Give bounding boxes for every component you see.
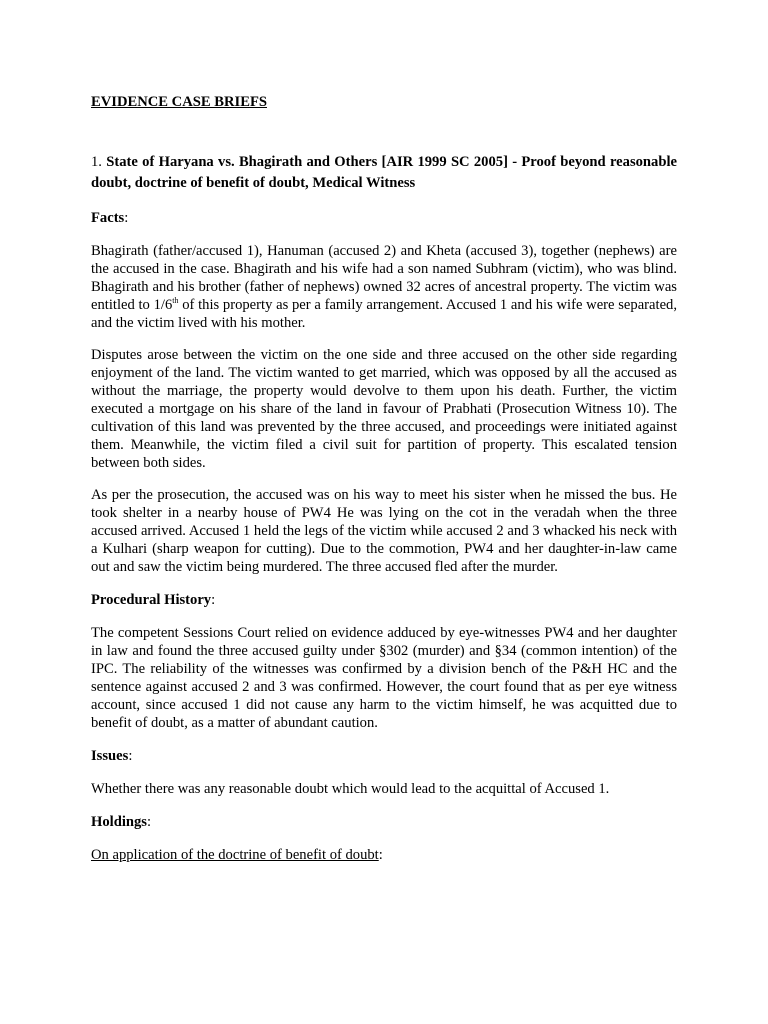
holdings-subheading — [91, 846, 677, 864]
case-number: 1. — [91, 154, 102, 170]
holdings-subheading-text: On application of the doctrine of benefit of doubt — [91, 847, 379, 863]
issues-paragraph: Whether there was any reasonable doubt which would lead to the acquittal of Accused 1. — [91, 781, 610, 797]
facts-para1-text: Bhagirath (father/accused 1), Hanuman (accused 2) and Kheta (accused 3), together (nephews) are the accused in the case. Bhagirath and his wife had a son named Subhram (victim), who was blind. Bhagirath and his brother (father of nephews) owned 32 acres of ancestral property. The victim was entitled to 1/6 — [91, 243, 677, 313]
ordinal-superscript: th — [172, 296, 179, 305]
document-title: EVIDENCE CASE BRIEFS — [91, 94, 267, 110]
issues-heading-text: Issues — [91, 748, 129, 764]
procedural-history-heading — [91, 590, 677, 610]
procedural-history-heading-colon: : — [211, 592, 216, 608]
document-page — [91, 92, 677, 864]
holdings-heading-colon: : — [146, 814, 152, 830]
facts-para1-text-continued: of this property as per a family arrangement. Accused 1 and his wife were separated, and the victim lived with his mother. — [91, 297, 677, 331]
issues-heading-colon: : — [128, 748, 133, 764]
procedural-history-paragraph: The competent Sessions Court relied on evidence adduced by eye-witnesses PW4 and her daughter in law and found the three accused guilty under §302 (murder) and §34 (common intention) of the IPC. The reliability of the witnesses was confirmed by a division bench of the P&H HC and the sentence against accused 2 and 3 was confirmed. However, the court found that as per eye witness account, since accused 1 did not cause any harm to the victim himself, he was acquitted due to benefit of doubt, as a matter of abundant caution. — [91, 625, 677, 731]
procedural-history-heading-text: Procedural History — [91, 592, 212, 608]
facts-heading — [91, 208, 677, 228]
facts-paragraph-1 — [91, 242, 677, 332]
facts-paragraph-3: As per the prosecution, the accused was on his way to meet his sister when he missed the bus. He took shelter in a nearby house of PW4 He was lying on the cot in the veradah when the three accused arrived. Accused 1 held the legs of the victim while accused 2 and 3 whacked his neck with a Kulhari (sharp weapon for cutting). Due to the commotion, PW4 and her daughter-in-law came out and saw the victim being murdered. The three accused fled after the murder. — [91, 487, 677, 575]
facts-heading-text: Facts — [91, 210, 125, 226]
case-heading — [91, 152, 677, 194]
holdings-heading — [91, 812, 677, 832]
holdings-heading-text: Holdings — [91, 814, 147, 830]
holdings-subheading-colon: : — [378, 847, 383, 863]
facts-heading-colon: : — [124, 210, 129, 226]
case-name: State of Haryana vs. Bhagirath and Others [AIR 1999 SC 2005] - Proof beyond reasonable doubt, doctrine of benefit of doubt, Medical Witness — [91, 154, 677, 191]
facts-paragraph-2: Disputes arose between the victim on the one side and three accused on the other side regarding enjoyment of the land. The victim wanted to get married, which was opposed by all the accused as without the marriage, the property would devolve to them upon his death. Further, the victim executed a mortgage on his share of the land in favour of Prabhati (Prosecution Witness 10). The cultivation of this land was prevented by the three accused, and proceedings were initiated against them. Meanwhile, the victim filed a civil suit for partition of property. This escalated tension between both sides. — [91, 347, 677, 471]
issues-heading — [91, 746, 677, 766]
